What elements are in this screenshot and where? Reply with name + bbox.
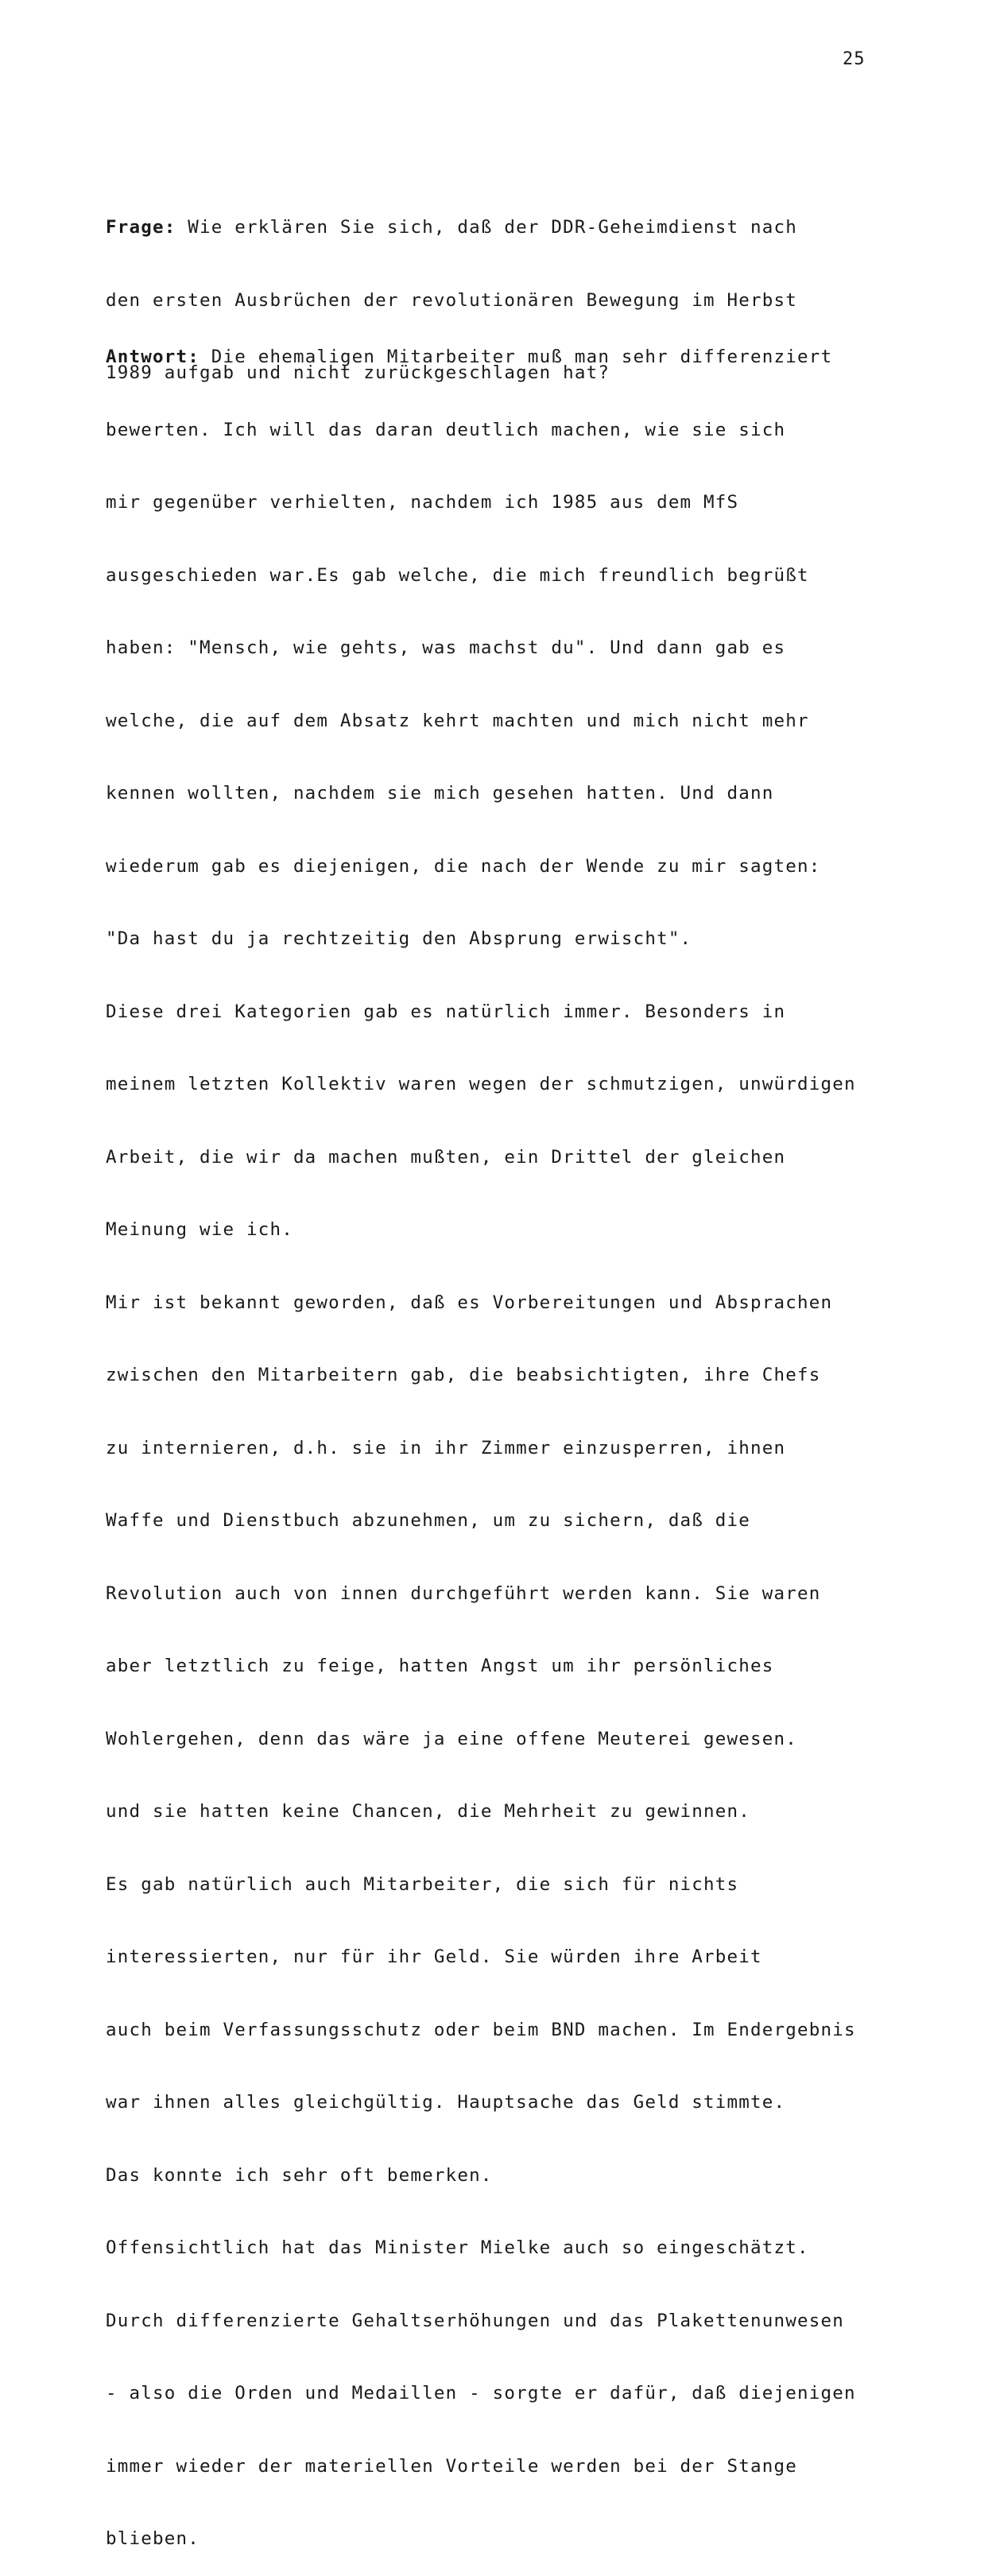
question-line: 1989 aufgab und nicht zurückgeschlagen hat? — [106, 362, 610, 383]
answer-line: haben: "Mensch, wie gehts, was machst du". Und dann gab es — [106, 637, 786, 658]
answer-line: bewerten. Ich will das daran deutlich machen, wie sie sich — [106, 419, 786, 440]
answer-line: blieben. — [106, 2528, 200, 2549]
answer-line: Waffe und Dienstbuch abzunehmen, um zu sichern, daß die — [106, 1510, 751, 1531]
answer-line: Durch differenzierte Gehaltserhöhungen und das Plakettenunwesen — [106, 2310, 845, 2331]
answer-line: Revolution auch von innen durchgeführt werden kann. Sie waren — [106, 1582, 821, 1604]
answer-line — [106, 342, 909, 374]
question-line: den ersten Ausbrüchen der revolutionären Bewegung im Herbst — [106, 289, 798, 311]
answer-text: Die ehemaligen Mitarbeiter muß man sehr differenziert — [199, 347, 833, 367]
answer-line: aber letztlich zu feige, hatten Angst um ihr persönliches — [106, 1656, 774, 1676]
answer-line: Es gab natürlich auch Mitarbeiter, die sich für nichts — [106, 1873, 739, 1895]
answer-line: immer wieder der materiellen Vorteile werden bei der Stange — [106, 2455, 798, 2477]
answer-line: zwischen den Mitarbeitern gab, die beabsichtigten, ihre Chefs — [106, 1365, 821, 1385]
answer-line: "Da hast du ja rechtzeitig den Absprung erwischt". — [106, 928, 692, 949]
answer-line: ausgeschieden war.Es gab welche, die mich freundlich begrüßt — [106, 564, 809, 586]
answer-line: Meinung wie ich. — [106, 1219, 293, 1240]
answer-line: kennen wollten, nachdem sie mich gesehen hatten. Und dann — [106, 783, 774, 804]
answer-line: zu internieren, d.h. sie in ihr Zimmer einzusperren, ihnen — [106, 1437, 786, 1458]
answer-line: wiederum gab es diejenigen, die nach der Wende zu mir sagten: — [106, 855, 821, 877]
answer-line: mir gegenüber verhielten, nachdem ich 1985 aus dem MfS — [106, 492, 739, 513]
answer-line: interessierten, nur für ihr Geld. Sie würden ihre Arbeit — [106, 1947, 762, 1967]
answer-line: Wohlergehen, denn das wäre ja eine offene Meuterei gewesen. — [106, 1728, 798, 1749]
answer-line: auch beim Verfassungsschutz oder beim BND machen. Im Endergebnis — [106, 2019, 856, 2040]
answer-block — [106, 300, 909, 2576]
answer-line: meinem letzten Kollektiv waren wegen der schmutzigen, unwürdigen — [106, 1074, 856, 1094]
answer-line: Offensichtlich hat das Minister Mielke auch so eingeschätzt. — [106, 2237, 809, 2258]
answer-line: und sie hatten keine Chancen, die Mehrheit zu gewinnen. — [106, 1801, 751, 1822]
answer-lead: Antwort: — [106, 347, 200, 367]
question-text: Wie erklären Sie sich, daß der DDR-Geheimdienst nach — [176, 217, 798, 238]
answer-line: - also die Orden und Medaillen - sorgte er dafür, daß diejenigen — [106, 2383, 856, 2404]
answer-line: welche, die auf dem Absatz kehrt machten und mich nicht mehr — [106, 710, 809, 731]
answer-line: Mir ist bekannt geworden, daß es Vorbereitungen und Absprachen — [106, 1292, 833, 1313]
answer-line: Diese drei Kategorien gab es natürlich immer. Besonders in — [106, 1001, 786, 1022]
question-lead: Frage: — [106, 217, 176, 238]
question-line — [106, 212, 909, 244]
page-number: 25 — [843, 49, 866, 69]
answer-line: Arbeit, die wir da machen mußten, ein Drittel der gleichen — [106, 1146, 786, 1168]
answer-line: war ihnen alles gleichgültig. Hauptsache das Geld stimmte. — [106, 2092, 786, 2113]
answer-line: Das konnte ich sehr oft bemerken. — [106, 2164, 493, 2186]
